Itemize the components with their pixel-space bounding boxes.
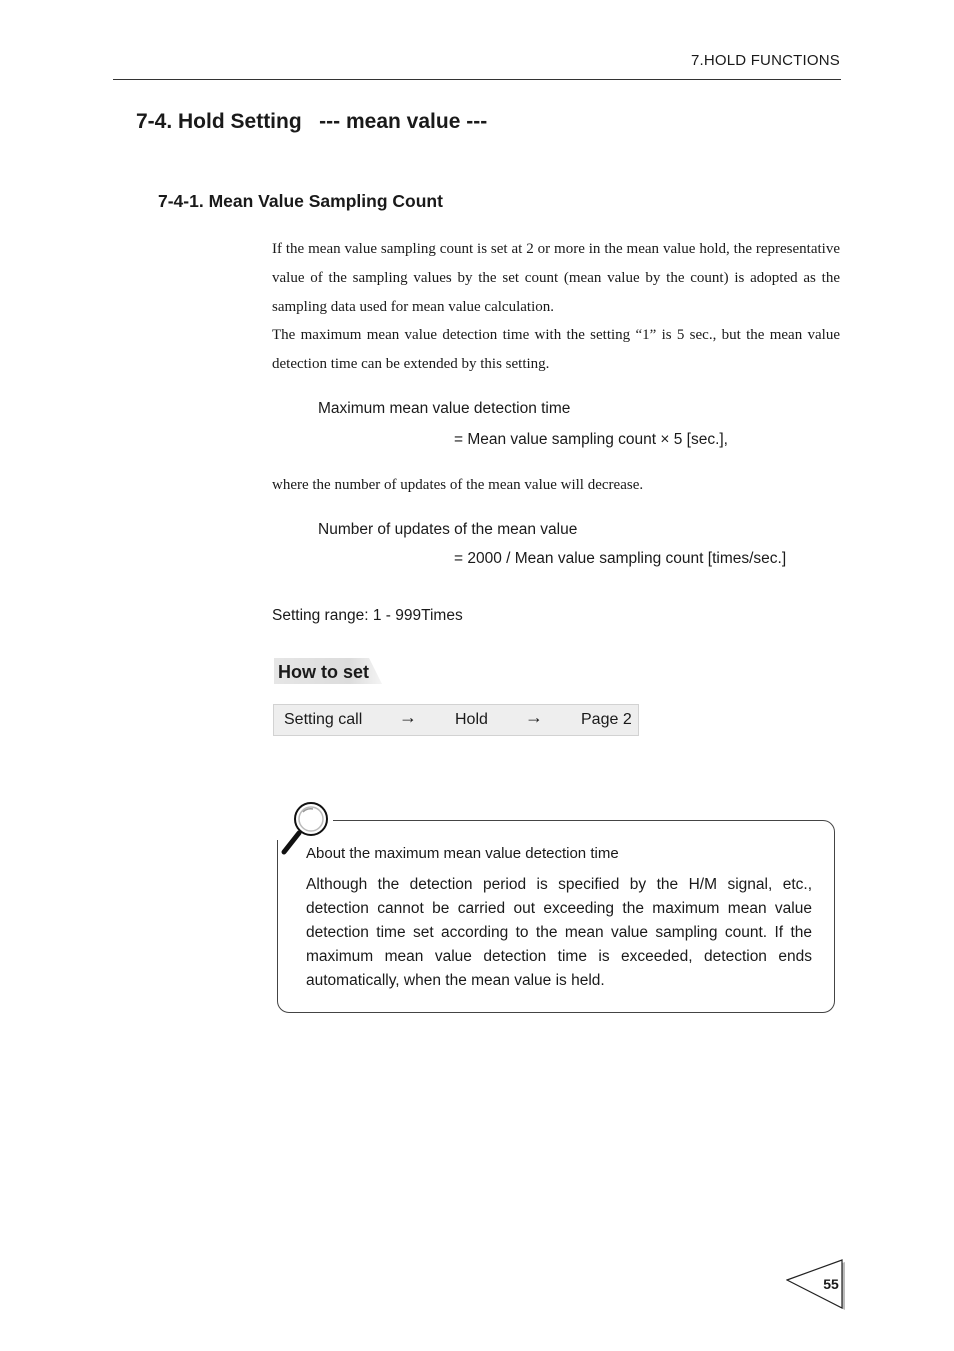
note-text: Although the detection period is specified by the H/M signal, etc., detection cannot be carried out exceeding the maximum mean value detection time set according to the mean value sampling count. If the maximum mean value detection time is exceeded, detection ends automatically, when the mean value is held.	[306, 876, 812, 989]
body-paragraph-2: The maximum mean value detection time with the setting “1” is 5 sec., but the mean value detection time can be extended by this setting.	[272, 327, 840, 372]
body-paragraph-3: where the number of updates of the mean value will decrease.	[272, 477, 644, 493]
page-number: 55	[823, 1276, 839, 1292]
header-divider	[113, 79, 841, 80]
running-header: 7.HOLD FUNCTIONS	[690, 52, 840, 69]
arrow-right-icon: →	[525, 707, 543, 727]
setting-range: Setting range: 1 - 999Times	[272, 607, 463, 624]
formula-1-label: Maximum mean value detection time	[318, 400, 571, 417]
formula-2-expression: = 2000 / Mean value sampling count [times/sec.]	[454, 550, 787, 567]
menu-path-page: Page 2	[581, 711, 632, 728]
subsection-title: 7-4-1. Mean Value Sampling Count	[158, 191, 443, 211]
formula-2-label: Number of updates of the mean value	[318, 521, 578, 538]
body-paragraph-1: If the mean value sampling count is set at 2 or more in the mean value hold, the representative value of the sampling values by the set count (mean value by the count) is adopted as the sampling data used for mean value calculation.	[272, 241, 840, 315]
menu-path-hold: Hold	[455, 711, 488, 728]
arrow-right-icon: →	[399, 707, 417, 727]
note-title: About the maximum mean value detection time	[306, 845, 619, 862]
page-title: 7-4. Hold Setting --- mean value ---	[136, 110, 488, 133]
how-to-set-heading: How to set	[278, 662, 370, 682]
menu-path-setting-call: Setting call	[284, 711, 363, 728]
formula-1-expression: = Mean value sampling count × 5 [sec.],	[454, 431, 728, 448]
